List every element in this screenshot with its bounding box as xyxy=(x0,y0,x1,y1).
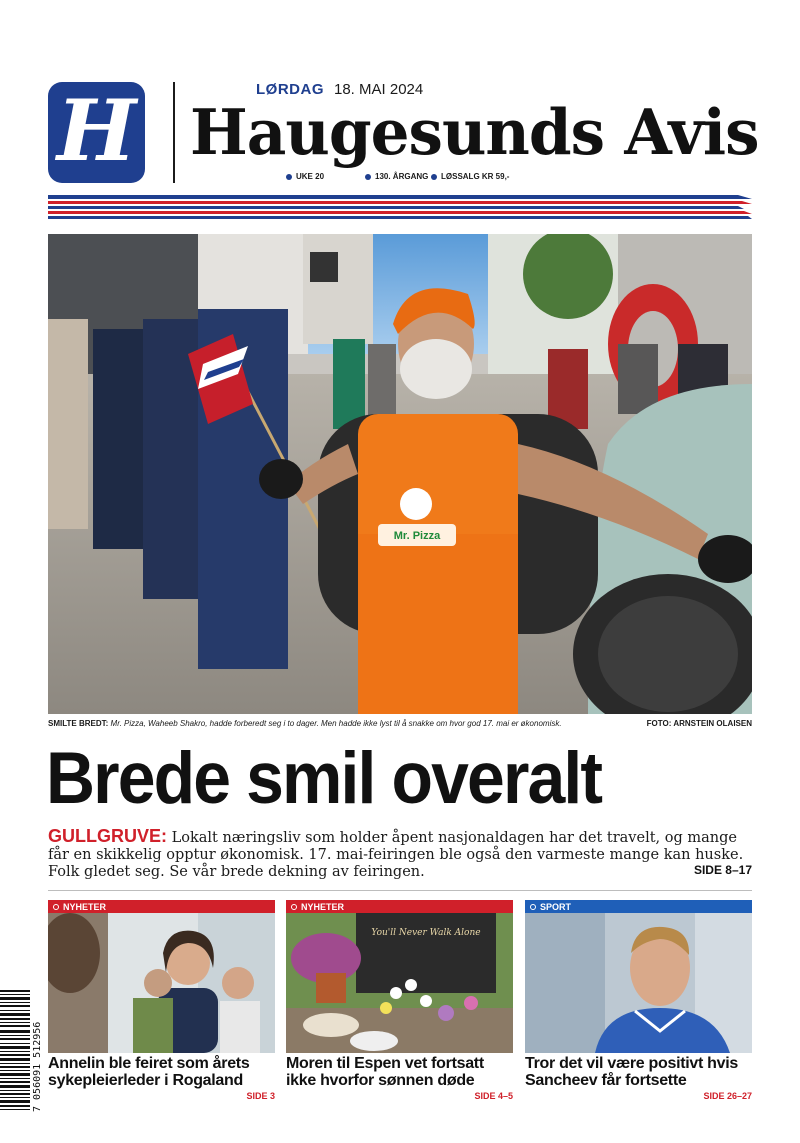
main-headline[interactable]: Brede smil overalt xyxy=(46,738,602,819)
photo-credit: FOTO: ARNSTEIN OLAISEN xyxy=(646,719,752,728)
section-tag xyxy=(286,900,513,913)
section-label: NYHETER xyxy=(301,901,345,912)
masthead-volume-label: 130. ÅRGANG xyxy=(375,172,429,181)
lead-text: Lokalt næringsliv som holder åpent nasjonaldagen har det travelt, og mange får en skikkelig opptur økonomisk. 17. mai-feiringen ble også den varmeste mange kan huske. Folk gledet seg. Se vår brede dekning av feiringen. xyxy=(48,830,744,880)
apron-text: Mr. Pizza xyxy=(393,530,441,542)
teaser-page-ref[interactable]: SIDE 3 xyxy=(246,1091,275,1101)
caption-head: SMILTE BREDT: xyxy=(48,719,109,728)
photo-caption xyxy=(48,719,752,728)
masthead-divider xyxy=(173,82,175,183)
bullet-icon xyxy=(365,174,371,180)
teaser-image[interactable] xyxy=(48,913,275,1053)
teaser-page-ref[interactable]: SIDE 4–5 xyxy=(474,1091,513,1101)
section-label: NYHETER xyxy=(63,901,107,912)
stone-text: You'll Never Walk Alone xyxy=(371,928,481,938)
logo-letter: H xyxy=(56,82,137,180)
teaser-image[interactable] xyxy=(525,913,752,1053)
bullet-icon xyxy=(286,174,292,180)
circle-icon xyxy=(53,904,59,910)
main-photo[interactable] xyxy=(48,234,752,714)
flag-stripes xyxy=(48,195,752,219)
lead-paragraph xyxy=(48,828,752,881)
teaser-3[interactable] xyxy=(525,900,752,1101)
caption-text: Mr. Pizza, Waheeb Shakro, hadde forberedt seg i to dager. Men hadde ikke lyst til å snakke om hvor god 17. mai er økonomisk. xyxy=(110,719,562,728)
teaser-title[interactable]: Moren til Espen vet fortsatt ikke hvorfor sønnen døde xyxy=(286,1055,484,1089)
masthead-day: LØRDAG xyxy=(256,81,324,98)
logo[interactable] xyxy=(48,82,145,183)
divider xyxy=(48,890,752,891)
barcode xyxy=(0,988,44,1114)
masthead-price-label: LØSSALG KR 59,- xyxy=(441,172,510,181)
section-tag xyxy=(48,900,275,913)
masthead-date: 18. MAI 2024 xyxy=(334,81,424,98)
circle-icon xyxy=(530,904,536,910)
barcode-digits: 7 056091 512956 xyxy=(32,1021,43,1112)
teaser-page-ref[interactable]: SIDE 26–27 xyxy=(703,1091,752,1101)
bullet-icon xyxy=(431,174,437,180)
teaser-2[interactable] xyxy=(286,900,513,1101)
section-tag xyxy=(525,900,752,913)
teaser-title[interactable]: Tror det vil være positivt hvis Sancheev får fortsette xyxy=(525,1055,738,1089)
circle-icon xyxy=(291,904,297,910)
masthead-title: Haugesunds Avis xyxy=(190,95,759,169)
teaser-1[interactable] xyxy=(48,900,275,1101)
masthead-price xyxy=(431,172,509,181)
section-label: SPORT xyxy=(540,901,572,912)
masthead-week xyxy=(286,172,324,181)
teaser-title[interactable]: Annelin ble feiret som årets sykepleierleder i Rogaland xyxy=(48,1055,250,1089)
masthead-volume xyxy=(365,172,428,181)
lead-page-ref[interactable]: SIDE 8–17 xyxy=(693,863,752,877)
lead-kicker: GULLGRUVE: xyxy=(48,826,167,846)
masthead-week-label: UKE 20 xyxy=(296,172,325,181)
teaser-image[interactable] xyxy=(286,913,513,1053)
